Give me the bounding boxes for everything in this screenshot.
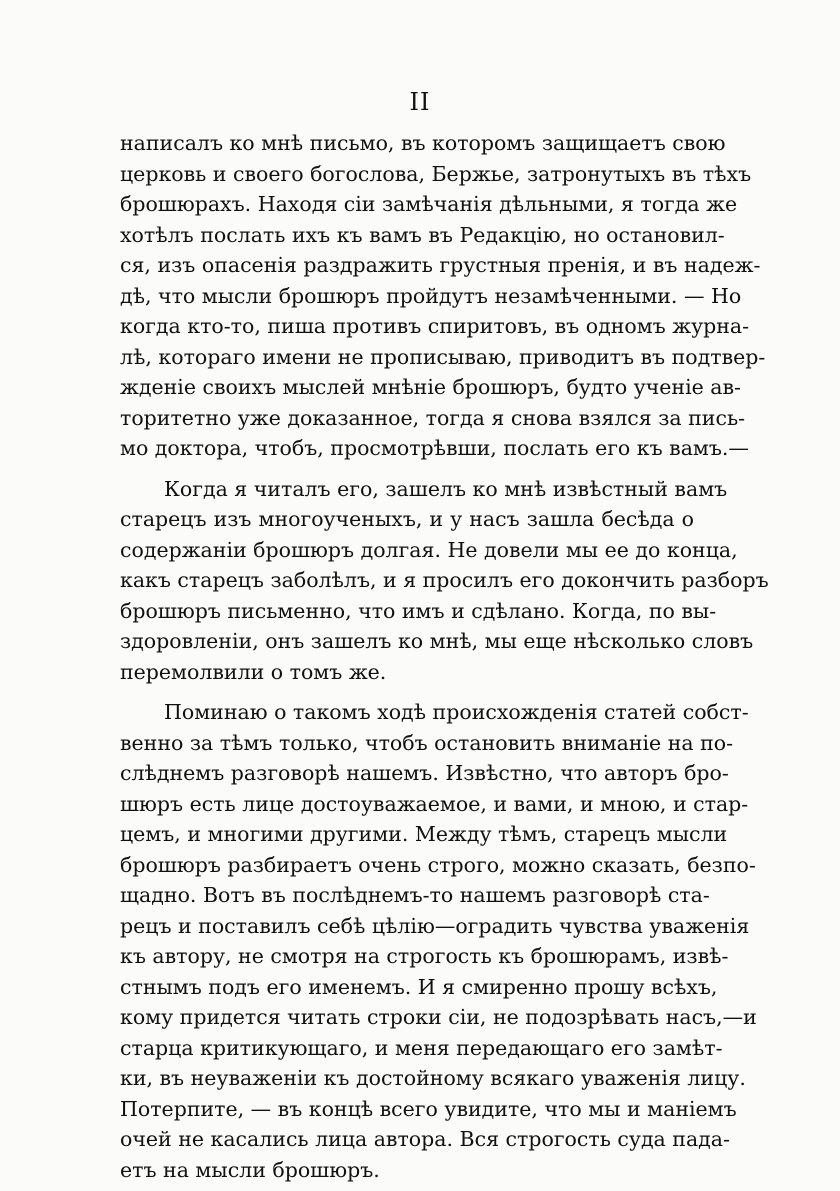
text-line: лѣ, котораго имени не прописываю, приводитъ въ подтвер- — [120, 344, 766, 369]
paragraph-2 — [120, 474, 769, 688]
text-line: ся, изъ опасенія раздражить грустныя пренія, и въ надеж- — [120, 253, 761, 277]
text-line: хотѣлъ послать ихъ къ вамъ въ Редакцію, но остановил- — [120, 222, 725, 247]
paragraph-gap — [120, 464, 694, 474]
text-line: етъ на мысли брошюръ. — [120, 1157, 380, 1182]
text-line: Потерпите, — въ концѣ всего увидите, что мы и маніемъ — [120, 1096, 737, 1121]
text-line: дѣ, что мысли брошюръ пройдутъ незамѣченными. — Но — [120, 283, 742, 308]
text-line: очей не касались лица автора. Вся строгость суда пада- — [120, 1127, 730, 1151]
body-text — [120, 128, 769, 1185]
text-line: шюръ есть лице достоуважаемое, и вами, и мною, и стар- — [120, 791, 749, 816]
text-line: Когда я читалъ его, зашелъ ко мнѣ извѣстный вамъ — [164, 476, 728, 501]
text-line: перемолвили о томъ же. — [120, 659, 387, 684]
text-line: какъ старецъ заболѣлъ, и я просилъ его докончить разборъ — [120, 568, 769, 592]
text-line: венно за тѣмъ только, чтобъ остановить вниманіе на по- — [120, 730, 734, 755]
text-line: мо доктора, чтобъ, просмотрѣвши, послать его къ вамъ.— — [120, 436, 749, 460]
text-line: старца критикующаго, и меня передающаго его замѣт- — [120, 1035, 723, 1060]
text-line: здоровленіи, онъ зашелъ ко мнѣ, мы еще нѣсколько словъ — [120, 629, 754, 653]
text-line: торитетно уже доказанное, тогда я снова взялся за пись- — [120, 405, 746, 430]
page-number: II — [409, 88, 431, 116]
text-line: рецъ и поставилъ себѣ цѣлію—оградить чувства уваженія — [120, 913, 750, 938]
text-line: брошюръ письменно, что имъ и сдѣлано. Когда, по вы- — [120, 598, 717, 623]
text-line: цемъ, и многими другими. Между тѣмъ, старецъ мысли — [120, 822, 728, 846]
text-line: кому придется читать строки сіи, не подозрѣвать насъ,—и — [120, 1005, 757, 1029]
text-line: щадно. Вотъ въ послѣднемъ-то нашемъ разговорѣ ста- — [120, 883, 710, 907]
text-line: къ автору, не смотря на строгость къ брошюрамъ, извѣ- — [120, 944, 729, 968]
paragraph-1 — [120, 128, 766, 464]
text-line: брошюрахъ. Находя сіи замѣчанія дѣльными, я тогда же — [120, 192, 738, 216]
text-line: церковь и своего богослова, Бержье, затронутыхъ въ тѣхъ — [120, 161, 752, 186]
text-line: старецъ изъ многоученыхъ, и у насъ зашла бесѣда о — [120, 507, 694, 531]
paragraph-3 — [120, 697, 757, 1185]
text-line: слѣднемъ разговорѣ нашемъ. Извѣстно, что авторъ бро- — [120, 761, 729, 785]
text-line: когда кто-то, пиша противъ спиритовъ, въ одномъ журна- — [120, 314, 750, 338]
text-line: написалъ ко мнѣ письмо, въ которомъ защищаетъ свою — [120, 131, 726, 155]
text-line: содержаніи брошюръ долгая. Не довели мы ее до конца, — [120, 537, 738, 562]
text-line: ки, въ неуваженіи къ достойному всякаго уваженія лицу. — [120, 1066, 746, 1090]
paragraph-gap — [120, 687, 694, 697]
text-line: Поминаю о такомъ ходѣ происхожденія статей собст- — [164, 700, 749, 724]
text-line: брошюръ разбираетъ очень строго, можно сказать, безпо- — [120, 852, 756, 877]
text-line: стнымъ подъ его именемъ. И я смиренно прошу всѣхъ, — [120, 974, 718, 999]
text-line: жденіе своихъ мыслей мнѣніе брошюръ, будто ученіе ав- — [120, 375, 741, 399]
